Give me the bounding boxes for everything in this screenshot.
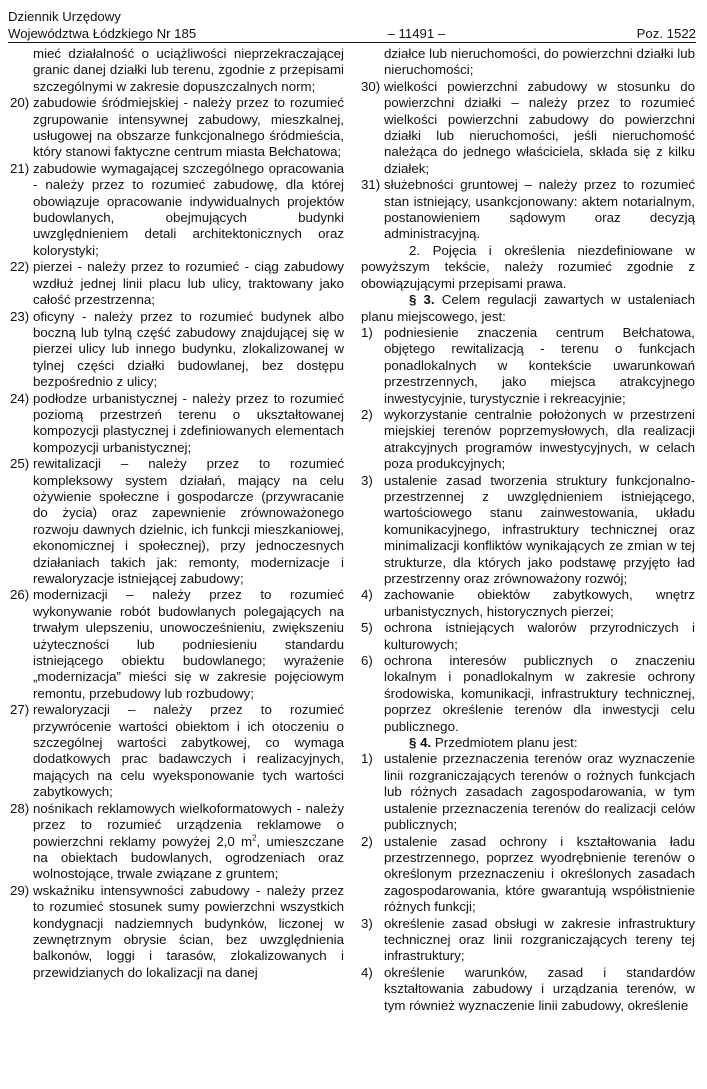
voivodeship-issue: Województwa Łódzkiego Nr 185 bbox=[8, 26, 197, 41]
item-text: ustalenie przeznaczenia terenów oraz wyznaczenie linii rozgraniczających terenów o rożnych funkcjach lub różnych zasadach zagospodarowania, w tym ustalenie przeznaczenia terenów do realizacji celów publicznych; bbox=[384, 751, 695, 833]
continuation-text: działce lub nieruchomości, do powierzchni działki lub nieruchomości; bbox=[384, 46, 695, 78]
goal-item bbox=[361, 407, 695, 473]
definition-item bbox=[10, 801, 344, 883]
item-text: służebności gruntowej – należy przez to rozumieć stan istniejący, usankcjonowany: aktem notarialnym, postanowieniem sądowym oraz decyzją administracyjną. bbox=[384, 177, 695, 242]
left-column bbox=[10, 46, 344, 981]
definition-item bbox=[10, 309, 344, 391]
item-number: 29) bbox=[10, 882, 30, 898]
header-row bbox=[8, 25, 696, 42]
section-label: § 4. bbox=[409, 735, 432, 751]
scope-item bbox=[361, 834, 695, 916]
item-text: oficyny - należy przez to rozumieć budynek albo boczną lub tylną część zabudowy znajdującej się w pierzei ulicy lub innego budynku, zlokalizowanej w tylnej części działki budowlanej, bez dostępu bezpośrednio z ulicy; bbox=[33, 308, 344, 390]
item-number: 3) bbox=[361, 915, 373, 931]
item-text: wykorzystanie centralnie położonych w przestrzeni miejskiej terenów poprzemysłowych, dla realizacji atrakcyjnych programów inwestycyjnych, w celach poza produkcyjnych; bbox=[384, 406, 695, 472]
item-text-part: nośnikach reklamowych wielkoformatowych - należy przez to rozumieć urządzenia reklamowe o powierzchni reklamy powyżej 2,0 m bbox=[33, 800, 344, 849]
item-number: 21) bbox=[10, 160, 30, 176]
item-number: 3) bbox=[361, 472, 373, 488]
definition-item bbox=[10, 702, 344, 800]
item-number: 20) bbox=[10, 95, 30, 111]
definition-item bbox=[10, 161, 344, 259]
item-number: 22) bbox=[10, 259, 30, 275]
goal-item bbox=[361, 620, 695, 653]
definition-item bbox=[10, 883, 344, 981]
scope-item bbox=[361, 965, 695, 1014]
item-text: ochrona interesów publicznych o znaczeniu lokalnym i ponadlokalnym w zakresie ochrony środowiska, komunikacji, infrastruktury technicznej, poprzez określenie terenów dla inwestycji celu publicznego. bbox=[384, 653, 695, 734]
item-text: rewitalizacji – należy przez to rozumieć kompleksowy system działań, mający na celu ożywienie społeczne i gospodarcze (przywracanie do życia) oraz zapewnienie zrównoważonego rozwoju dawnych dzielnic, ich funkcji mieszkaniowej, ekonomicznej i społecznej), przy jednoczesnych działaniach takich jak: remonty, modernizacje i rewaloryzacje istniejącej zabudowy; bbox=[33, 456, 344, 586]
goal-item bbox=[361, 653, 695, 735]
section-text: Przedmiotem planu jest: bbox=[434, 735, 578, 751]
section-label: § 3. bbox=[409, 292, 435, 308]
item-number: 5) bbox=[361, 620, 373, 636]
item-number: 28) bbox=[10, 800, 30, 816]
item-number: 1) bbox=[361, 751, 373, 767]
item-number: 24) bbox=[10, 390, 30, 406]
definition-item bbox=[361, 177, 695, 243]
item-text: określenie zasad obsługi w zakresie infrastruktury technicznej oraz linii rozgraniczających tereny tej infrastruktury; bbox=[384, 915, 695, 964]
item-number: 31) bbox=[361, 177, 381, 193]
position-number: Poz. 1522 bbox=[636, 26, 696, 41]
superscript: 2 bbox=[252, 833, 257, 843]
item-text: wskaźniku intensywności zabudowy - należy przez to rozumieć stosunek sumy powierzchni wszystkich kondygnacji nadziemnych budynków, liczonej w zewnętrznym obrysie ścian, bez uwzględnienia balkonów, loggi i tarasów, zlokalizowanych i przewidzianych do lokalizacji na danej bbox=[33, 882, 344, 980]
section-4-intro bbox=[361, 735, 695, 751]
goal-item bbox=[361, 473, 695, 588]
item-number: 2) bbox=[361, 833, 373, 849]
scope-item bbox=[361, 916, 695, 965]
definition-item bbox=[10, 391, 344, 457]
item-text bbox=[33, 801, 344, 883]
paragraph-2: 2. Pojęcia i określenia niezdefiniowane w powyższym tekście, należy rozumieć zgodnie z obowiązującymi przepisami prawa. bbox=[361, 242, 695, 291]
item-number: 25) bbox=[10, 456, 30, 472]
item-number: 27) bbox=[10, 702, 30, 718]
item-text: określenie warunków, zasad i standardów kształtowania zabudowy i urządzania terenów, w tym również wyznaczenie linii zabudowy, określenie bbox=[384, 964, 695, 1013]
section-text: Celem regulacji zawartych w ustaleniach planu miejscowego, jest: bbox=[361, 292, 695, 324]
item-number: 4) bbox=[361, 964, 373, 980]
definition-item bbox=[10, 259, 344, 308]
header-divider bbox=[8, 42, 696, 43]
item-text: zachowanie obiektów zabytkowych, wnętrz urbanistycznych, historycznych pierzei; bbox=[384, 587, 695, 619]
journal-title: Dziennik Urzędowy bbox=[8, 9, 121, 24]
item-text: modernizacji – należy przez to rozumieć wykonywanie robót budowlanych polegających na trwałym ulepszeniu, unowocześnieniu, zwiększeniu użyteczności lub podniesieniu standardu istniejącego obiektu budowlanego; wyrażenie „modernizacja” mieści się w zakresie pojęciowym remontu, przebudowy lub rozbudowy; bbox=[33, 587, 344, 701]
scope-item bbox=[361, 751, 695, 833]
item-text: ochrona istniejących walorów przyrodniczych i kulturowych; bbox=[384, 620, 695, 652]
item-text: pierzei - należy przez to rozumieć - ciąg zabudowy wzdłuż jednej linii placu lub ulicy, traktowany jako całość przestrzenna; bbox=[33, 259, 344, 308]
item-number: 1) bbox=[361, 324, 373, 340]
definition-item bbox=[361, 79, 695, 177]
definition-item bbox=[10, 95, 344, 161]
item-number: 6) bbox=[361, 653, 373, 669]
item-text: zabudowie wymagającej szczególnego opracowania - należy przez to rozumieć zabudowę, dla której obowiązuje opracowanie indywidualnych projektów budowlanych, obejmujących budynki uwzględnieniem detali architektonicznych oraz kolorystyki; bbox=[33, 160, 344, 258]
section-3-intro bbox=[361, 292, 695, 325]
item-text: podniesienie znaczenia centrum Bełchatowa, objętego rewitalizacją - terenu o funkcjach ponadlokalnych w kontekście uwarunkowań przestrzennych, jako miejsca atrakcyjnego inwestycyjnie, turystycznie i rekreacyjnie; bbox=[384, 324, 695, 406]
item-number: 4) bbox=[361, 587, 373, 603]
item-text: ustalenie zasad ochrony i kształtowania ładu przestrzennego, poprzez wyodrębnienie terenów o określonym przeznaczeniu i określonych zasadach zagospodarowania, które gwarantują współistnienie różnych funkcji; bbox=[384, 833, 695, 915]
page-number: – 11491 – bbox=[387, 26, 446, 41]
goal-item bbox=[361, 325, 695, 407]
item-number: 30) bbox=[361, 78, 381, 94]
item-number: 26) bbox=[10, 587, 30, 603]
definition-item bbox=[10, 456, 344, 587]
continuation-text: mieć działalność o uciążliwości nieprzekraczającej granic danej działki lub terenu, zgodnie z przepisami szczególnymi w zakresie dopuszczalnych norm; bbox=[33, 46, 344, 94]
goal-item bbox=[361, 587, 695, 620]
item-text: rewaloryzacji – należy przez to rozumieć przywrócenie wartości obiektom i ich otoczeniu o szczególnej wartości zabytkowej, co wymaga dodatkowych prac badawczych i realizacyjnych, mających na celu wyeksponowanie tych wartości zabytkowych; bbox=[33, 702, 344, 800]
item-text-part: , umieszczane na obiektach budowlanych, ogrodzeniach oraz wolnostojące, trwale związane z gruntem; bbox=[33, 833, 344, 882]
item-number: 23) bbox=[10, 308, 30, 324]
page-header bbox=[8, 8, 696, 42]
right-column bbox=[361, 46, 695, 1014]
item-text: zabudowie śródmiejskiej - należy przez to rozumieć zgrupowanie intensywnej zabudowy, mieszkalnej, usługowej na obszarze funkcjonalnego śródmieścia, który stanowi faktyczne centrum miasta Bełchatowa; bbox=[33, 95, 344, 160]
item-text: ustalenie zasad tworzenia struktury funkcjonalno-przestrzennej z uwzględnieniem istniejącego, wartościowego stanu zainwestowania, układu komunikacyjnego, infrastruktury technicznej oraz minimalizacji konfliktów wynikających ze zmian w tej strukturze, dla których jako podstawę przyjęto ład przestrzenny oraz zrównoważony rozwój; bbox=[384, 472, 695, 586]
definition-item bbox=[10, 587, 344, 702]
item-number: 2) bbox=[361, 406, 373, 422]
item-text: podłodze urbanistycznej - należy przez to rozumieć poziomą przestrzeń terenu o ukształtowanej kompozycji plastycznej i zdefiniowanych elementach kompozycji urbanistycznej; bbox=[33, 390, 344, 455]
item-text: wielkości powierzchni zabudowy w stosunku do powierzchni działki – należy przez to rozumieć wielkości powierzchni zabudowy do powierzchni działki lub nieruchomości, jeśli nieruchomość należąca do jednego właściciela, składa się z kilku działek; bbox=[384, 78, 695, 176]
